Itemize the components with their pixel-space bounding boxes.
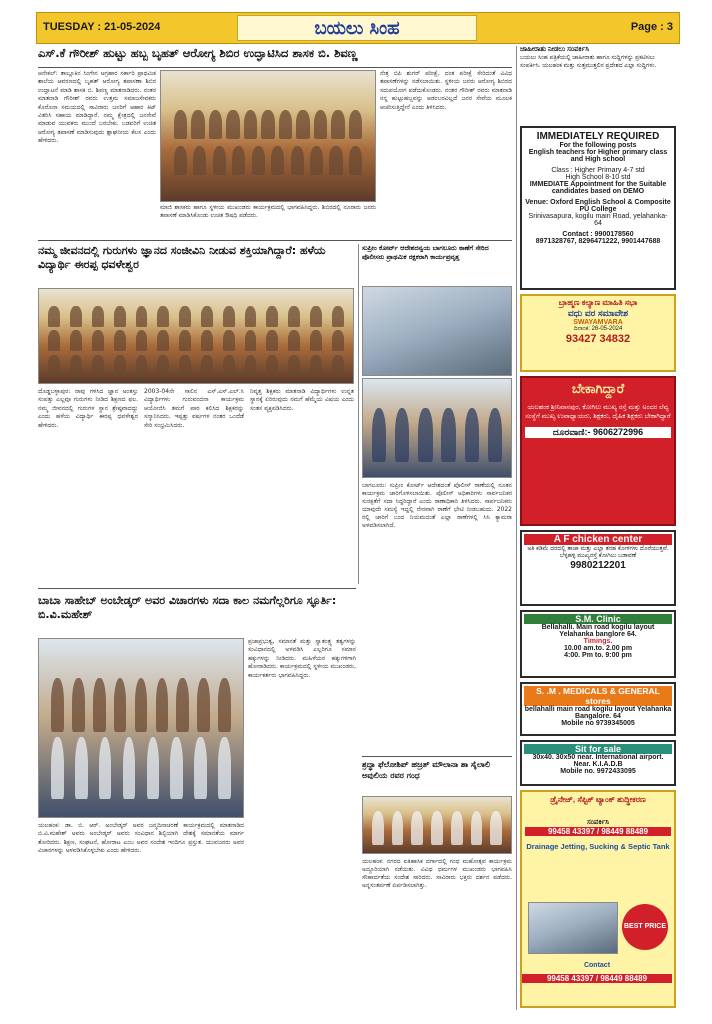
alumni-story-headline: ನಮ್ಮ ಜೀವನದಲ್ಲಿ ಗುರುಗಳು ಜ್ಞಾನದ ಸಂಜೀವಿನಿ ನೀಡುವ ಶಕ್ತಿಯಾಗಿದ್ದಾರೆ: ಹಳೆಯ ವಿದ್ಯಾರ್ಥಿ ಈರಪ್ಪ ಧವಳೇಶ್ವರ — [38, 244, 326, 271]
ad-title: S. .M . MEDICALS & GENERAL stores — [524, 686, 672, 706]
police-team-photo — [362, 378, 512, 478]
police-story-headline: ಸುಪ್ರೀಂ ಕೋರ್ಟ್ ಆದೇಶದನ್ವಯ ಬಾಗಲೂರು ಠಾಣೆಗೆ ಸೇರಿದ ಪೊಲೀಸರು ಪ್ರಾಥಮಿಕ ರಕ್ಷಕರಾಗಿ ಕಾರ್ಯಪ್ರವೃತ್ತ — [362, 244, 489, 261]
ad-timing: 10.00 am.to. 2.00 pm — [563, 645, 633, 652]
ad-address: bellahalli main road kogilu layout Yelahanka Bangalore. 64 — [524, 706, 672, 720]
teachers-required-ad — [520, 126, 676, 290]
ad-line: IMMEDIATE Appointment for the Suitable candidates based on DEMO — [529, 181, 667, 195]
police-station-photo — [362, 286, 512, 376]
ad-line: For the following posts — [559, 142, 637, 149]
ad-address: Srinivasapura, kogilu main Road, yelahanka-64 — [528, 213, 668, 227]
tribute-story-headline: ಶ್ರದ್ಧಾ ಫೆಲೋಶಿಪ್ ಹಜ್ರತ್ ಮೌಲಾನಾ ಶಾ ಸೈಲಾಲಿ ಅವುಲಿಯ ರವರ ಗಂಧ — [362, 760, 490, 780]
ad-phone: Mobile no. 9972433095 — [560, 768, 636, 775]
page-number: Page : 3 — [630, 21, 673, 33]
ambedkar-event-photo — [38, 638, 244, 818]
main-story-headline: ಎಸ್.ಕೆ ಗೌರೀಶ್ ಹುಟ್ಟು ಹಬ್ಬ ಬೃಹತ್ ಆರೋಗ್ಯ ಶಿಬಿರ ಉದ್ಘಾಟಿಸಿದ ಶಾಸಕ ಬಿ. ಶಿವಣ್ಣ — [38, 46, 358, 60]
ad-title: A F chicken center — [524, 534, 672, 545]
alumni-story-body-right: ನಿವೃತ್ತ ಶಿಕ್ಷಕರು ಮಾತನಾಡಿ ವಿದ್ಯಾರ್ಥಿಗಳು ಉನ್ನತ ಸ್ಥಾನಕ್ಕೆ ಏರಿರುವುದು ನಮಗೆ ಹೆಮ್ಮೆಯ ವಿಷಯ ಎಂದು ಸಂತಸ ವ್ಯಕ್ತಪಡಿಸಿದರು. — [250, 388, 354, 412]
ad-date: ದಿನಾಂಕ: 26-05-2024 — [573, 326, 623, 332]
ambedkar-story-body: ಯಲಹಂಕ: ಡಾ. ಬಿ. ಆರ್. ಅಂಬೇಡ್ಕರ್ ಅವರ ಜನ್ಮದಿನಾಚರಣೆ ಕಾರ್ಯಕ್ರಮದಲ್ಲಿ ಮಾತನಾಡಿದ ಬಿ.ವಿ.ಮಹೇಶ್ ಅವರು ಅಂಬೇಡ್ಕರ್ ಅವರು ಸಂವಿಧಾನ ಶಿಲ್ಪಿಯಾಗಿ ದೇಶಕ್ಕೆ ಸಮಾನತೆಯ ಮಾರ್ಗ ತೋರಿದರು. ಶಿಕ್ಷಣ, ಸಂಘಟನೆ, ಹೋರಾಟ ಎಂಬ ಅವರ ಸಂದೇಶ ಇಂದಿಗೂ ಪ್ರಸ್ತುತ. ಯುವಜನರು ಅವರ ವಿಚಾರಗಳನ್ನು ಅಳವಡಿಸಿಕೊಳ್ಳಬೇಕು ಎಂದು ಹೇಳಿದರು. — [38, 822, 244, 855]
medicals-ad — [520, 682, 676, 736]
ambedkar-story-body-right: ಪ್ರಜಾಪ್ರಭುತ್ವ, ಸಮಾನತೆ ಮತ್ತು ಸ್ವಾತಂತ್ರ್ಯ ತತ್ವಗಳನ್ನು ಸಂವಿಧಾನದಲ್ಲಿ ಅಳವಡಿಸಿ ಎಲ್ಲರಿಗೂ ಸಮಾನ ಹಕ್ಕುಗಳನ್ನು ನೀಡಿದರು. ಮಹಿಳೆಯರ ಹಕ್ಕುಗಳಿಗಾಗಿ ಹೋರಾಡಿದರು. ಕಾರ್ಯಕ್ರಮದಲ್ಲಿ ಸ್ಥಳೀಯ ಮುಖಂಡರು, ಕಾರ್ಯಕರ್ತರು ಭಾಗವಹಿಸಿದ್ದರು. — [248, 638, 356, 679]
issue-date: TUESDAY : 21-05-2024 — [43, 21, 161, 33]
ad-phone: 99458 43397 / 98449 88489 — [522, 974, 672, 983]
ad-venue: Venue: Oxford English School & Composite PU College — [525, 199, 671, 213]
best-price-badge: BEST PRICE — [622, 904, 668, 950]
site-for-sale-ad — [520, 740, 676, 786]
ad-text: ಯಲಹಂಕ ಶ್ರೀನಿವಾಸಪುರ, ಕೋಗಿಲು ಮುಖ್ಯ ರಸ್ತೆ ಮತ್ತು ಅಂದರ ಲೆವ್ಯ ಸಂಸ್ಥೆಗೆ ಮುಖ್ಯ ಉಪಾಧ್ಯಾಯರು, ಶಿಕ್ಷಕರು, ದೈಹಿಕ ಶಿಕ್ಷಕರು ಬೇಕಾಗಿದ್ದಾರೆ — [525, 404, 671, 420]
ad-title: S.M. Clinic — [524, 614, 672, 624]
ad-phone: 93427 34832 — [565, 333, 631, 345]
ad-service: Drainage Jetting, Sucking & Septic Tank — [526, 842, 670, 851]
wanted-ad — [520, 376, 676, 526]
ad-phone: ದೂರವಾಣಿ:- 9606272996 — [525, 427, 671, 438]
notice-text: ಬಯಲು ಸಿಂಹ ಪತ್ರಿಕೆಯಲ್ಲಿ ಜಾಹೀರಾತು ಹಾಗೂ ಸುದ್ದಿಗಳನ್ನು ಪ್ರಕಟಿಸಲು ಸಂಪರ್ಕಿಸಿ. ಯಲಹಂಕ ಮತ್ತು ಸುತ್ತಮುತ್ತಲಿನ ಪ್ರದೇಶದ ಎಲ್ಲಾ ಸುದ್ದಿಗಳು. — [520, 55, 657, 69]
column-divider — [516, 46, 517, 1010]
divider — [362, 756, 512, 757]
ad-title: Sit for sale — [524, 744, 672, 754]
health-camp-photo — [160, 70, 376, 202]
ad-contact-label: Contact — [583, 962, 611, 969]
wedding-ad — [520, 294, 676, 372]
ad-text: ಅತಿ ಕಡಿಮೆ ದರದಲ್ಲಿ ತಾಜಾ ಮತ್ತು ಎಲ್ಲಾ ತರಹ ಕೋಳಿಗಳು ದೊರೆಯುತ್ತವೆ. — [527, 546, 669, 552]
tanker-truck-image — [528, 902, 618, 954]
newspaper-title: ಬಯಲು ಸಿಂಹ — [237, 15, 477, 41]
chicken-center-ad — [520, 530, 676, 606]
divider — [38, 240, 512, 241]
main-story-body-continued: ಮಾಜಿ ಶಾಸಕರು ಹಾಗೂ ಸ್ಥಳೀಯ ಮುಖಂಡರು ಕಾರ್ಯಕ್ರಮದಲ್ಲಿ ಭಾಗವಹಿಸಿದ್ದರು. ಶಿಬಿರದಲ್ಲಿ ನೂರಾರು ಜನರು ತಪಾಸಣೆ ಮಾಡಿಸಿಕೊಂಡು ಉಚಿತ ಔಷಧಿ ಪಡೆದರು. — [160, 204, 376, 220]
ad-title: IMMEDIATELY REQUIRED — [536, 131, 660, 142]
ad-contact-label: ಸಂಪರ್ಕಿಸಿ — [587, 819, 609, 826]
main-story-body: ಆನೇಕಲ್: ತಾಲ್ಲೂಕಿನ ಸಿಂಗೇನ ಅಗ್ರಹಾರ ಸರ್ಕಾರಿ ಪ್ರಾಥಮಿಕ ಶಾಲೆಯ ಆವರಣದಲ್ಲಿ ಬೃಹತ್ ಆರೋಗ್ಯ ತಪಾಸಣಾ ಶಿಬಿರ ಉದ್ಘಾಟನೆ ಮಾಡಿ ಶಾಸಕ ಬಿ. ಶಿವಣ್ಣ ಮಾತನಾಡಿದರು. ನಂತರ ಮಾತನಾಡಿ ಗೌರೀಶ್ ರವರು ಉತ್ತಮ ಸಮಾಜಸೇವಕರು ಕೊರೊನಾ ಸಮಯದಲ್ಲಿ ಸಾವಿರಾರು ಜನರಿಗೆ ಆಹಾರ ಕಿಟ್ ವಿತರಿಸಿ ಸಹಾಯ ಮಾಡಿದ್ದಾರೆ. ನಮ್ಮ ಕ್ಷೇತ್ರದಲ್ಲಿ ಜನಸೇವೆ ಮಾಡುವ ಯುವಕರು ಮುಂದೆ ಬರಬೇಕು. ಬಡವರಿಗೆ ಉಚಿತ ಆರೋಗ್ಯ ತಪಾಸಣೆ ಮಾಡಿಸುವುದು ಶ್ಲಾಘನೀಯ ಕೆಲಸ ಎಂದು ಹೇಳಿದರು. — [38, 70, 156, 145]
tribute-story-body: ಯಲಹಂಕ: ನಗರದ ಐತಿಹಾಸಿಕ ದರ್ಗಾದಲ್ಲಿ ಗಂಧ ಮಹೋತ್ಸವ ಕಾರ್ಯಕ್ರಮ ಅದ್ದೂರಿಯಾಗಿ ನಡೆಯಿತು. ವಿವಿಧ ಧರ್ಮಗಳ ಮುಖಂಡರು ಭಾಗವಹಿಸಿ ಸೌಹಾರ್ದತೆಯ ಸಂದೇಶ ಸಾರಿದರು. ಸಾವಿರಾರು ಭಕ್ತರು ದರ್ಶನ ಪಡೆದರು. ಅನ್ನಸಂತರ್ಪಣೆ ಏರ್ಪಡಿಸಲಾಗಿತ್ತು. — [362, 858, 512, 889]
ad-brand: SWAYAMVARA — [573, 319, 623, 326]
tribute-event-photo — [362, 796, 512, 854]
ad-line: English teachers for Higher primary class and High school — [528, 149, 668, 163]
ad-address: ಬೆಳ್ಳಹಳ್ಳಿ ಮುಖ್ಯರಸ್ತೆ ಕೋಗಿಲು ಬಡಾವಣೆ — [559, 553, 637, 559]
ambedkar-story-headline: ಬಾಬಾ ಸಾಹೇಬ್ ಅಂಬೇಡ್ಕರ್ ಅವರ ವಿಚಾರಗಳು ಸದಾ ಕಾಲ ನಮಗೆಲ್ಲರಿಗೂ ಸ್ಫೂರ್ತಿ: ಬಿ.ವಿ.ಮಹೇಶ್ — [38, 594, 337, 621]
alumni-group-photo — [38, 288, 354, 384]
ad-text: 30x40. 30x50 near. International airport. Near. K.I.A.D.B — [532, 754, 664, 768]
notice-title: ಜಾಹೀರಾತು ನೀಡಲು ಸಂಪರ್ಕಿಸಿ — [520, 46, 590, 53]
ad-phone: 99458 43397 / 98449 88489 — [525, 827, 671, 836]
drainage-service-ad — [520, 790, 676, 1008]
ad-phone: 9980212201 — [570, 560, 626, 571]
ad-phones: 8971328767, 8296471222, 9901447688 — [535, 238, 661, 245]
main-story-body-right: ನೇತ್ರ ಬಿಪಿ ಶುಗರ್ ಪರೀಕ್ಷೆ, ದಂತ ಪರೀಕ್ಷೆ ಸೇರಿದಂತೆ ವಿವಿಧ ತಪಾಸಣೆಗಳನ್ನು ನಡೆಸಲಾಯಿತು. ಸ್ಥಳೀಯ ಜನರು ಆರೋಗ್ಯ ಶಿಬಿರದ ಸದುಪಯೋಗ ಪಡೆದುಕೊಂಡರು. ನಂತರ ಗೌರೀಶ್ ರವರು ಮಾತನಾಡಿ ನನ್ನ ಹುಟ್ಟುಹಬ್ಬವನ್ನು ಆಡಂಬರವಿಲ್ಲದೆ ಜನರ ಸೇವೆಯ ಮೂಲಕ ಆಚರಿಸುತ್ತಿದ್ದೇನೆ ಎಂದು ತಿಳಿಸಿದರು. — [380, 70, 512, 111]
divider — [38, 588, 356, 589]
masthead — [36, 12, 680, 44]
column-divider — [358, 244, 359, 584]
ad-title: ಬೇಕಾಗಿದ್ದಾರೆ — [571, 381, 625, 396]
ad-line: Class : Higher Primary 4-7 std — [551, 167, 645, 174]
ad-contact: Contact : 9900178560 — [562, 231, 634, 238]
ad-timing: 4:00. Pm to. 9:00 pm — [564, 652, 632, 659]
alumni-story-body: ದೊಡ್ಡಬಳ್ಳಾಪುರ: ನಾವು ಗಳಿಸಿದ ಜ್ಞಾನ ಅಂತಸ್ತು ಸಂಪತ್ತು ಎಲ್ಲವೂ ಗುರುಗಳು ನೀಡಿದ ಶಿಕ್ಷಣದ ಫಲ. ನಮ್ಮ ಜೀವನದಲ್ಲಿ ಗುರುಗಳ ಸ್ಥಾನ ಶ್ರೇಷ್ಠವಾದದ್ದು ಎಂದು ಹಳೆಯ ವಿದ್ಯಾರ್ಥಿ ಈರಪ್ಪ ಧವಳೇಶ್ವರ ಹೇಳಿದರು. — [38, 388, 138, 429]
police-story-body: ಬಾಗಲೂರು: ಸುಪ್ರೀಂ ಕೋರ್ಟ್ ಆದೇಶದಂತೆ ಪೊಲೀಸ್ ಠಾಣೆಯಲ್ಲಿ ನೂತನ ಕಾರ್ಯಕ್ರಮ ಜಾರಿಗೊಳಿಸಲಾಯಿತು. ಪೊಲೀಸ್ ಅಧಿಕಾರಿಗಳು ಸಾರ್ವಜನಿಕರ ಸುರಕ್ಷತೆಗೆ ಸದಾ ಸಿದ್ಧರಿದ್ದಾರೆ ಎಂದು ಠಾಣಾಧಿಕಾರಿ ತಿಳಿಸಿದರು. ಸಾರ್ವಜನಿಕರು ಯಾವುದೇ ಸಮಸ್ಯೆ ಇದ್ದಲ್ಲಿ ನೇರವಾಗಿ ಠಾಣೆಗೆ ಭೇಟಿ ನೀಡಬಹುದು. 2022 ರಲ್ಲಿ ಜಾರಿಗೆ ಬಂದ ನಿಯಮದಂತೆ ಎಲ್ಲಾ ಠಾಣೆಗಳಲ್ಲಿ ಸಿಸಿ ಕ್ಯಾಮರಾ ಅಳವಡಿಸಲಾಗಿದೆ. — [362, 482, 512, 529]
divider — [38, 67, 512, 68]
ad-address: Bellahalli. Main road kogilu layout Yelahanka banglore 64. — [541, 624, 655, 638]
clinic-ad — [520, 610, 676, 678]
notice-ad — [520, 46, 676, 122]
ad-title: ಬ್ರಾಹ್ಮಣ ಕಲ್ಯಾಣ ಮಾಹಿತಿ ಸಭಾ — [558, 298, 638, 307]
ad-timings-label: Timings. — [583, 638, 613, 645]
alumni-story-body-middle: 2003-04ನೇ ಸಾಲಿನ ಎಸ್.ಎಸ್.ಎಲ್.ಸಿ ವಿದ್ಯಾರ್ಥಿಗಳು ಗುರುವಂದನಾ ಕಾರ್ಯಕ್ರಮ ಆಯೋಜಿಸಿ ತಮಗೆ ಪಾಠ ಕಲಿಸಿದ ಶಿಕ್ಷಕರನ್ನು ಸನ್ಮಾನಿಸಿದರು. ಇಪ್ಪತ್ತು ವರ್ಷಗಳ ನಂತರ ಒಂದೆಡೆ ಸೇರಿ ಸಂಭ್ರಮಿಸಿದರು. — [144, 388, 244, 429]
ad-subtitle: ವಧು ವರ ಸಮಾವೇಶ — [567, 308, 629, 318]
ad-title: ಡ್ರೈನೇಜ್, ಸೆಪ್ಟಿಕ್ ಟ್ಯಾಂಕ್ ಶುದ್ಧೀಕರಣ — [550, 795, 646, 804]
ad-line: High School 8-10 std — [565, 174, 631, 181]
ad-phone: Mobile no 9739345005 — [561, 720, 635, 727]
